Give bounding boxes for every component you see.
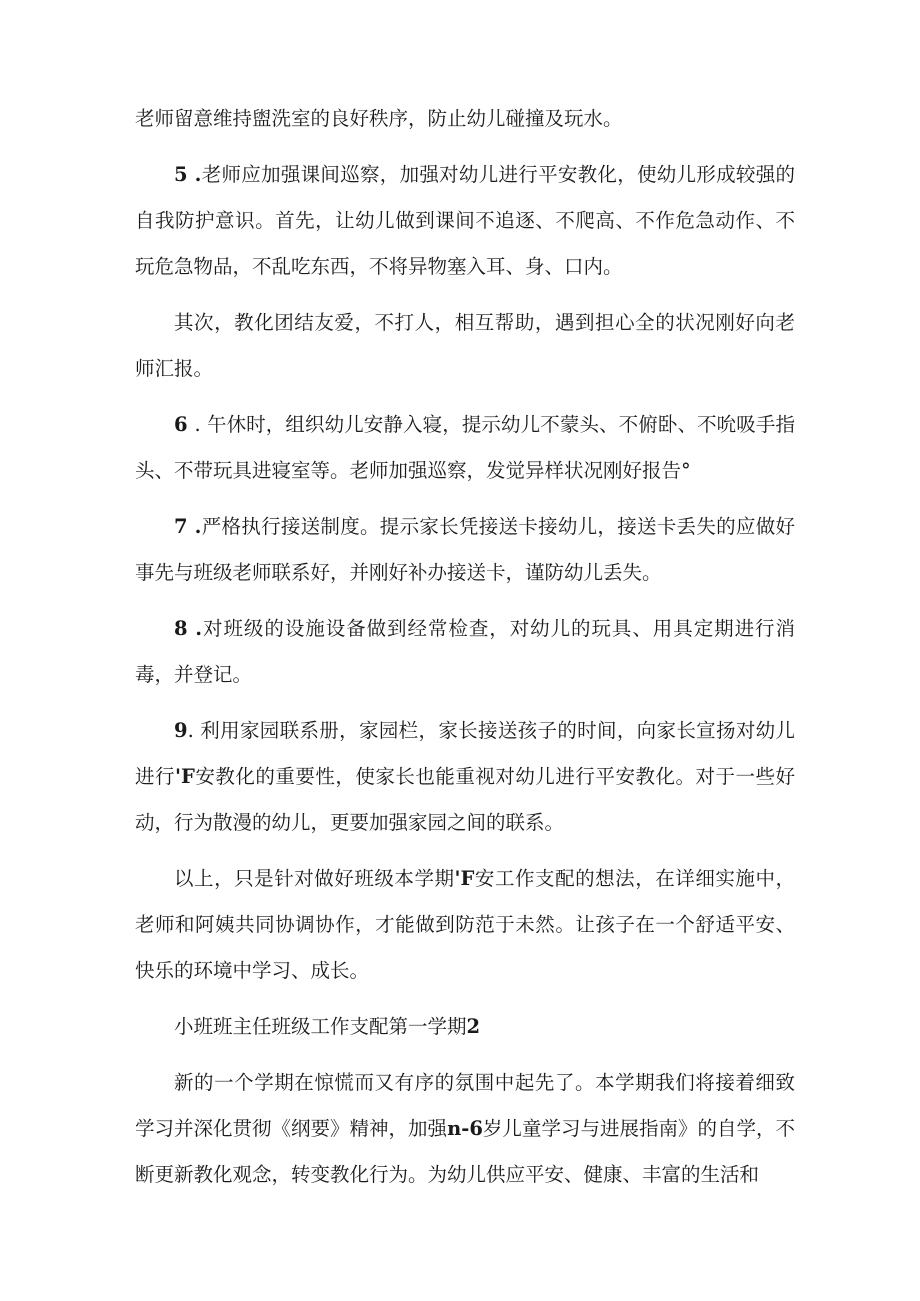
paragraph-text-bold: 'F <box>454 867 475 890</box>
item-number: 8 . <box>174 617 203 640</box>
paragraph-text-bold: 'F <box>175 765 195 788</box>
paragraph-text: 安教化的重要性，使家长也能重视对幼儿进行平安教化。对于一些好动，行为散漫的幼儿，更要加强家园之间的联系。 <box>135 765 795 834</box>
item-number: 5 . <box>174 163 202 186</box>
paragraph-item-9 <box>135 708 795 846</box>
paragraph-item-6 <box>135 402 795 494</box>
paragraph-summary <box>135 856 795 994</box>
item-number: 7 . <box>174 515 202 538</box>
heading-number: 2 <box>466 1015 481 1038</box>
paragraph-text: . 利用家园联系册，家园栏，家长接送孩子的时间，向家长宣扬对幼儿进行 <box>135 719 795 788</box>
paragraph-intro <box>135 1060 795 1198</box>
paragraph-text: 老师留意维持盥洗室的良好秩序，防止幼儿碰撞及玩水。 <box>135 107 623 130</box>
paragraph-text: . 午休时，组织幼儿安静入寝，提示幼儿不蒙头、不俯卧、不吮吸手指头、不带玩具进寝室等。老师加强巡察，发觉异样状况刚好报告° <box>135 413 795 482</box>
paragraph-item-5 <box>135 152 795 290</box>
paragraph-text: 对班级的设施设备做到经常检查，对幼儿的玩具、用具定期进行消毒，并登记。 <box>135 617 795 686</box>
paragraph-text: 新的一个学期在惊慌而又有序的氛围中起先了。本学期我们将接着细致学习并深化贯彻《纲要》精神，加强 <box>135 1071 795 1140</box>
paragraph-0 <box>135 96 795 142</box>
section-heading <box>135 1004 795 1050</box>
paragraph-text: 老师应加强课间巡察，加强对幼儿进行平安教化，使幼儿形成较强的自我防护意识。首先，让幼儿做到课间不追逐、不爬高、不作危急动作、不玩危急物品，不乱吃东西，不将异物塞入耳、身、口内。 <box>135 163 795 278</box>
paragraph-text-bold: n-6 <box>447 1117 483 1140</box>
item-number: 9 <box>174 719 188 742</box>
paragraph-2 <box>135 300 795 392</box>
paragraph-text: 岁儿童学习与进展指南》的自学，不断更新教化观念，转变教化行为。为幼儿供应平安、健康、丰富的生活和 <box>135 1117 795 1186</box>
heading-text: 小班班主任班级工作支配第一学期 <box>174 1015 467 1038</box>
document-body <box>135 96 795 1208</box>
paragraph-item-7 <box>135 504 795 596</box>
item-number: 6 <box>174 413 195 436</box>
paragraph-text: 以上，只是针对做好班级本学期 <box>174 867 455 890</box>
paragraph-text: 安工作支配的想法，在详细实施中，老师和阿姨共同协调协作，才能做到防范于未然。让孩子在一个舒适平安、快乐的环境中学习、成长。 <box>135 867 795 982</box>
paragraph-item-8 <box>135 606 795 698</box>
paragraph-text: 其次，教化团结友爱，不打人，相互帮助，遇到担心全的状况刚好向老师汇报。 <box>135 311 795 380</box>
paragraph-text: 严格执行接送制度。提示家长凭接送卡接幼儿，接送卡丢失的应做好事先与班级老师联系好，并刚好补办接送卡，谨防幼儿丢失。 <box>135 515 795 584</box>
